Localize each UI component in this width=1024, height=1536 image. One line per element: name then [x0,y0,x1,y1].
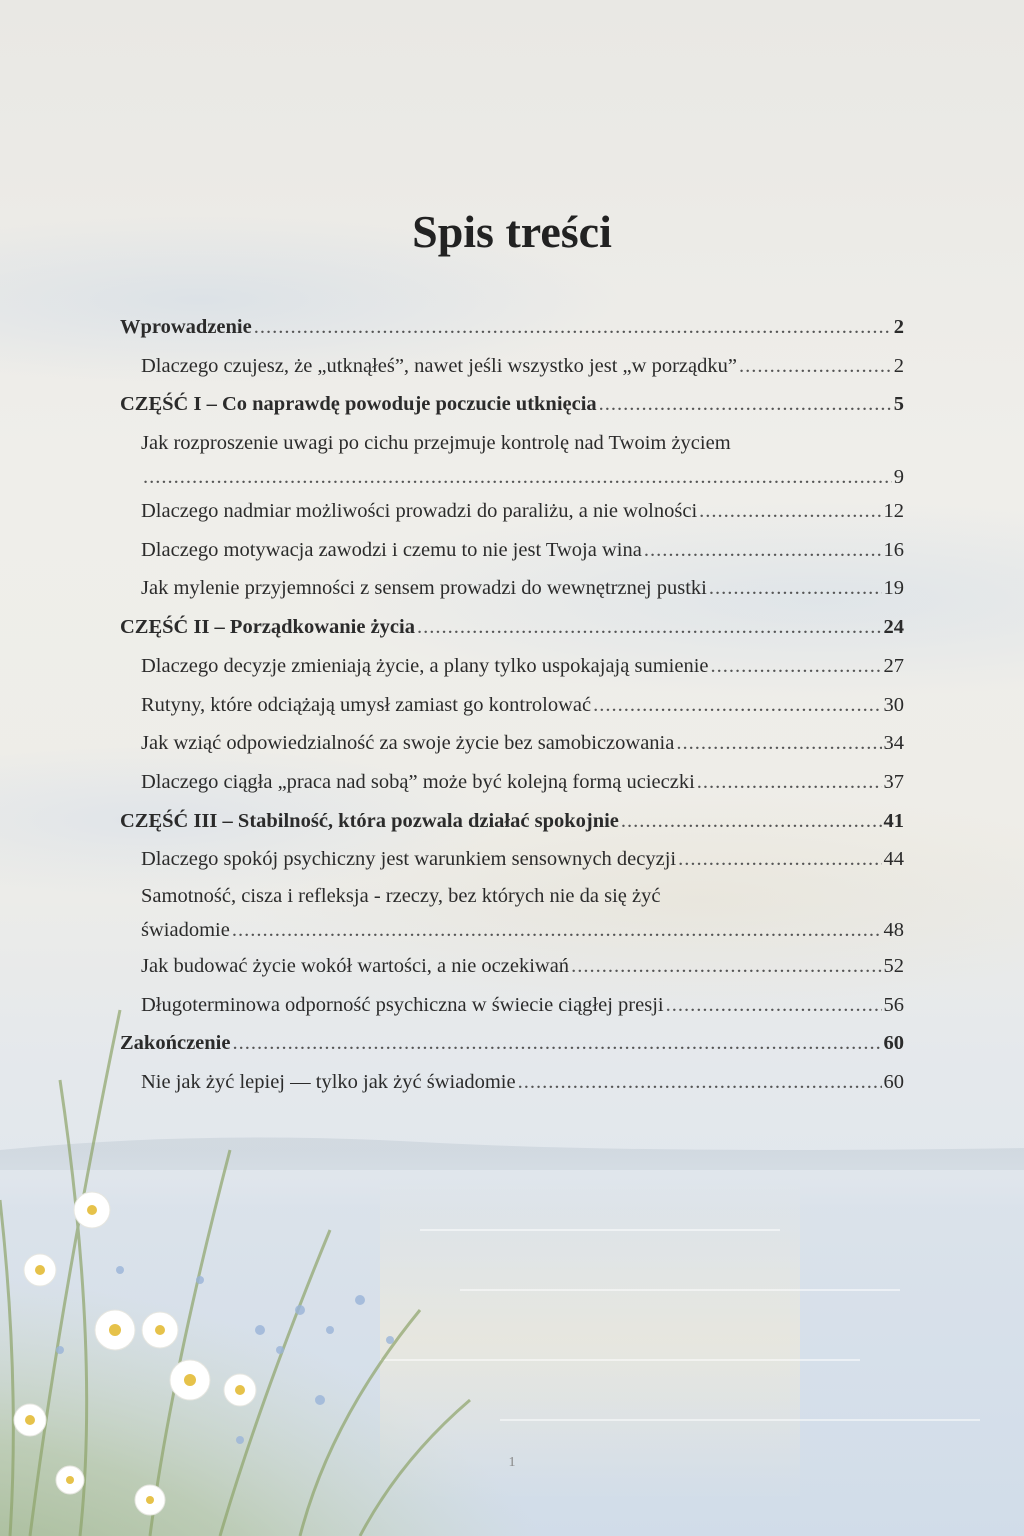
toc-entry-label: Dlaczego decyzje zmieniają życie, a plany tylko uspokajają sumienie [141,654,709,677]
dot-leader [699,492,881,531]
dot-leader [678,840,881,879]
toc-entry-label: Nie jak żyć lepiej — tylko jak żyć świadomie [141,1071,516,1093]
dot-leader [709,569,882,608]
toc-entry[interactable] [120,647,904,686]
toc-entry-page: 52 [883,954,904,977]
toc-entry-label-continued: świadomie [141,918,230,941]
toc-entry-page: 12 [883,500,904,523]
toc-entry[interactable] [120,763,904,802]
toc-entry-label: Samotność, cisza i refleksja - rzeczy, bez których nie da się żyć [141,884,661,907]
toc-entry[interactable] [120,424,904,492]
toc-entry[interactable] [120,879,904,947]
toc-entry-label: Dlaczego motywacja zawodzi i czemu to nie jest Twoja wina [141,538,642,561]
page-number: 1 [508,1455,516,1470]
dot-leader [711,647,882,686]
toc-entry[interactable] [120,1024,904,1063]
dot-leader [676,724,881,763]
toc-entry-page: 48 [883,918,904,941]
toc-entry-label: CZĘŚĆ III – Stabilność, która pozwala działać spokojnie [120,809,619,832]
toc-entry[interactable] [120,724,904,763]
dot-leader [232,913,882,947]
toc-entry-page: 56 [883,993,904,1016]
dot-leader [697,763,882,802]
toc-entry-page: 41 [883,809,904,832]
toc-entry-page: 44 [883,848,904,871]
toc-entry-page: 16 [883,538,904,561]
toc-entry[interactable] [120,608,904,647]
toc-entry-page: 30 [883,693,904,716]
dot-leader [666,986,882,1025]
toc-entry-page: 5 [893,393,904,416]
toc-entry-page: 60 [883,1032,904,1055]
toc-entry-label: CZĘŚĆ II – Porządkowanie życia [120,616,415,639]
toc-entry-page: 34 [883,732,904,755]
toc-entry-page: 19 [883,577,904,600]
page-title: Spis treści [412,206,612,257]
dot-leader [739,347,892,386]
toc-entry[interactable] [120,1063,904,1102]
toc-entry-label: Jak mylenie przyjemności z sensem prowadzi do wewnętrznej pustki [141,577,707,600]
toc-entry[interactable] [120,347,904,386]
dot-leader [232,1024,881,1063]
toc-entry-page: 27 [883,654,904,677]
toc-entry-label: Dlaczego spokój psychiczny jest warunkiem sensownych decyzji [141,848,677,871]
toc-entry[interactable] [120,308,904,347]
toc-entry-label: CZĘŚĆ I – Co naprawdę powoduje poczucie utknięcia [120,393,597,416]
toc-entry-label: Dlaczego czujesz, że „utknąłeś”, nawet jeśli wszystko jest „w porządku” [141,354,737,377]
toc-entry-page: 2 [893,316,904,338]
toc-entry-label: Jak wziąć odpowiedzialność za swoje życie bez samobiczowania [141,732,675,755]
toc-entry[interactable] [120,492,904,531]
toc-entry[interactable] [120,840,904,879]
dot-leader [621,802,882,841]
toc-entry-label: Jak budować życie wokół wartości, a nie oczekiwań [141,954,570,977]
toc-entry-page: 9 [893,466,904,489]
dot-leader [143,462,892,492]
toc-entry[interactable] [120,531,904,570]
dot-leader [417,608,882,647]
toc-entry[interactable] [120,802,904,841]
toc-entry-page: 37 [883,770,904,793]
toc-entry[interactable] [120,569,904,608]
dot-leader [571,947,881,986]
dot-leader [518,1063,882,1102]
dot-leader [593,686,881,725]
toc-entry-label: Rutyny, które odciążają umysł zamiast go kontrolować [141,693,592,716]
toc-entry-label: Długoterminowa odporność psychiczna w świecie ciągłej presji [141,993,664,1016]
dot-leader [254,308,892,347]
toc-entry[interactable] [120,986,904,1025]
toc-entry-page: 60 [883,1071,904,1093]
toc-entry-label: Wprowadzenie [120,316,252,338]
toc-entry[interactable] [120,686,904,725]
toc-entry-page: 24 [883,616,904,639]
toc-entry-label: Dlaczego ciągła „praca nad sobą” może być kolejną formą ucieczki [141,770,695,793]
dot-leader [599,385,892,424]
toc-entry-label: Dlaczego nadmiar możliwości prowadzi do paraliżu, a nie wolności [141,500,698,523]
toc-entry-page: 2 [893,354,904,377]
toc-entry[interactable] [120,947,904,986]
dot-leader [644,531,882,570]
table-of-contents [120,308,904,1102]
toc-entry-label: Jak rozproszenie uwagi po cichu przejmuje kontrolę nad Twoim życiem [141,432,731,455]
toc-entry-label: Zakończenie [120,1032,231,1055]
toc-entry[interactable] [120,385,904,424]
